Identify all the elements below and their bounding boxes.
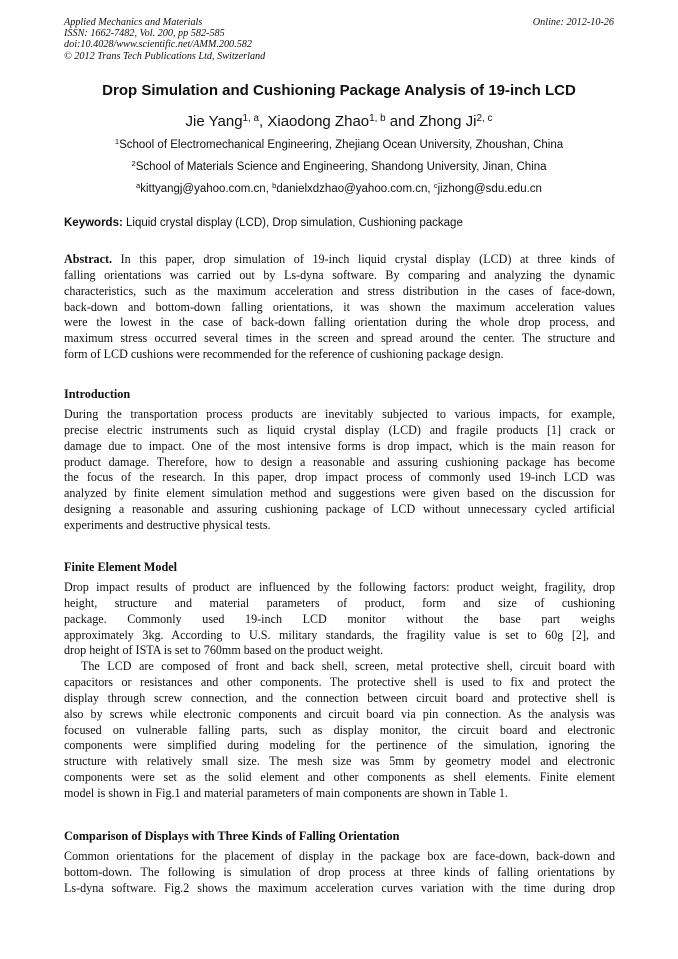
- author-line: Jie Yang$^{1, a}$, Xiaodong Zhao$^{1, b}$ and Zhong Ji$^{2, c}$: [185, 113, 493, 130]
- comparison-body: [64, 849, 615, 897]
- section-heading-comparison: Comparison of Displays with Three Kinds of Falling Orientation: [64, 829, 400, 843]
- body-line: Common orientations for the placement of display in the package box are face-down, back-down and: [64, 849, 615, 863]
- body-line: capacitors or resistances and other components. The protective shell is used to fix and protect the: [64, 675, 615, 690]
- abstract-line: Abstract. In this paper, drop simulation of 19-inch liquid crystal display (LCD) at three kinds of: [64, 252, 615, 266]
- journal-name: Applied Mechanics and Materials: [64, 17, 203, 28]
- abstract-line: were the lowest in the case of back-down falling orientation during the whole drop process, and: [64, 315, 615, 330]
- body-line: experiments and destructive physical tests.: [64, 517, 271, 532]
- body-line: components were set as the solid element and other components as shell elements. Finite element: [64, 770, 615, 785]
- body-line: The LCD are composed of front and back shell, screen, metal protective shell, circuit board with: [81, 659, 615, 674]
- author-name: Xiaodong Zhao: [267, 113, 370, 130]
- online-date: Online: 2012-10-26: [532, 17, 614, 28]
- email-link[interactable]: jizhong@sdu.edu.cn: [437, 183, 542, 195]
- abstract-line: back-down and bottom-down falling orientations, it was shown the maximum acceleration values: [64, 299, 615, 314]
- body-line: components were simplified during modeling for the pertinence of the simulation, ignoring the: [64, 738, 615, 753]
- body-line: Ls-dyna software. Fig.2 shows the maximum acceleration curves variation with the time during drop: [64, 880, 615, 895]
- email-link[interactable]: danielxdzhao@yahoo.com.cn,: [276, 183, 434, 195]
- affiliation-1: $^1$School of Electromechanical Engineering, Zhejiang Ocean University, Zhoushan, China: [114, 137, 564, 151]
- abstract-label: Abstract.: [64, 252, 113, 266]
- abstract: [64, 252, 615, 363]
- abstract-line: falling orientations was carried out by Ls-dyna software. By comparing and analyzing the dynamic: [64, 267, 615, 282]
- body-line: precise electric instruments such as liquid crystal display (LCD) and fragile products [1] crack or: [64, 422, 615, 437]
- issn-line: ISSN: 1662-7482, Vol. 200, pp 582-585: [64, 28, 225, 40]
- introduction-body: [64, 407, 615, 534]
- body-line: package. Commonly used 19-inch LCD monitor without the base part weighs: [64, 611, 615, 626]
- body-line: damage due to impact. One of the most intensive forms is drop impact, which is the main reason for: [64, 438, 615, 453]
- body-line: approximately 3kg. According to U.S. military standards, the fragility value is set to 60g [2], and: [64, 627, 615, 642]
- body-line: structure with relatively small size. The mesh size was 5mm by geometry model and electronic: [64, 754, 615, 769]
- body-line: display through screw connection, and the connection between circuit board and protective shell is: [64, 690, 615, 705]
- author-name: Jie Yang: [185, 113, 243, 130]
- email-link[interactable]: kittyangj@yahoo.com.cn,: [140, 183, 273, 195]
- paper-title: Drop Simulation and Cushioning Package Analysis of 19-inch LCD: [102, 82, 576, 99]
- keywords-label: Keywords:: [64, 217, 123, 229]
- section-heading-introduction: Introduction: [64, 387, 131, 401]
- body-line: also by screws while electronic components and circuit board via pin connection. As the analysis was: [64, 706, 615, 721]
- body-line: the focus of the research. In this paper, drop impact process of commonly used 19-inch LCD was: [64, 470, 615, 485]
- author-affiliation-mark: 1, a: [242, 113, 260, 125]
- abstract-line: form of LCD cushions were recommended for the reference of cushioning package design.: [64, 347, 504, 362]
- abstract-line: characteristics, such as the maximum acceleration and stress distribution in the cases of face-down,: [64, 283, 615, 298]
- body-line: focused on vulnerable falling parts, such as display monitor, the circuit board and electronic: [64, 722, 615, 737]
- copyright-line: © 2012 Trans Tech Publications Ltd, Switzerland: [64, 50, 266, 62]
- fem-body: [64, 580, 615, 802]
- section-heading-finite-element-model: Finite Element Model: [64, 560, 178, 574]
- author-affiliation-mark: 2, c: [476, 113, 493, 125]
- body-line: model is shown in Fig.1 and material parameters of main components are shown in Table 1.: [64, 785, 508, 800]
- body-line: analyzed by finite element simulation method and suggestions were given based on the discussion for: [64, 486, 615, 501]
- author-affiliation-mark: 1, b: [369, 113, 386, 125]
- body-line: Drop impact results of product are influenced by the following factors: product weight, fragility, drop: [64, 580, 615, 594]
- body-line: designing a reasonable and assuring cushioning package of LCD without unnecessary cycled artificial: [64, 502, 615, 517]
- body-line: During the transportation process products are inevitably subjected to various impacts, for example,: [64, 407, 615, 421]
- keywords: [64, 217, 463, 229]
- email-line: $^a$kittyangj@yahoo.com.cn, $^b$danielxdzhao@yahoo.com.cn, $^c$jizhong@sdu.edu.cn: [136, 181, 542, 195]
- abstract-line: maximum stress occurred several times in the screen and spread around the center. The structure and: [64, 331, 615, 346]
- body-line: bottom-down. The following is simulation of drop process at three kinds of falling orientations by: [64, 864, 615, 879]
- body-line: product damage. Therefore, how to design a reasonable and assuring cushioning package has become: [64, 454, 615, 469]
- affiliation-2: $^2$School of Materials Science and Engineering, Shandong University, Jinan, China: [131, 159, 547, 173]
- body-line: height, structure and material parameters of product, form and size of cushioning: [64, 595, 615, 610]
- journal-header: [64, 17, 265, 62]
- author-name: Zhong Ji: [418, 113, 477, 130]
- keywords-text: Liquid crystal display (LCD), Drop simulation, Cushioning package: [126, 217, 463, 229]
- doi-line: doi:10.4028/www.scientific.net/AMM.200.582: [64, 39, 252, 51]
- body-line: drop height of ISTA is set to 760mm based on the product weight.: [64, 643, 384, 658]
